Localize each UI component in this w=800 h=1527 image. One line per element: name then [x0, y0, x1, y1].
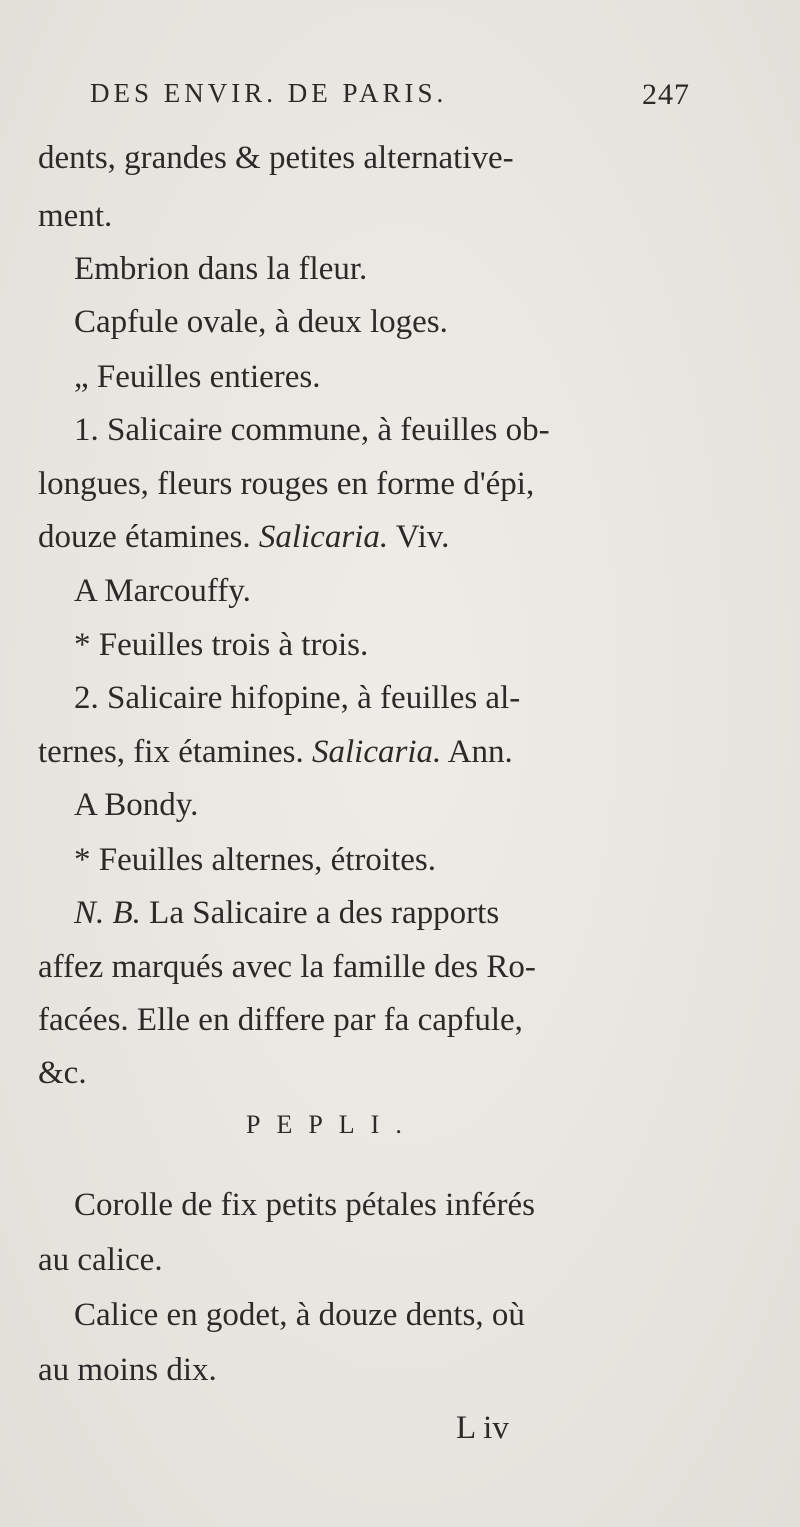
text-line: 1. Salicaire commune, à feuilles ob- [74, 412, 550, 448]
text-line: * Feuilles trois à trois. [74, 627, 369, 663]
text-line: Embrion dans la fleur. [74, 251, 368, 287]
running-header [90, 78, 690, 118]
text-line: facées. Elle en differe par fa capfule, [38, 1002, 523, 1038]
text-line [38, 517, 449, 557]
signature-mark: L iv [456, 1410, 509, 1446]
text-line: longues, fleurs rouges en forme d'épi, [38, 466, 535, 502]
nota-bene: N. B. [74, 895, 141, 931]
text-line: * Feuilles alternes, étroites. [74, 842, 436, 878]
text-line: dents, grandes & petites alternative- [38, 140, 514, 176]
text-line: affez marqués avec la famille des Ro- [38, 949, 536, 985]
text-line: 2. Salicaire hifopine, à feuilles al- [74, 680, 521, 716]
text-line: au calice. [38, 1242, 163, 1278]
page-number: 247 [642, 78, 690, 111]
text-line: au moins dix. [38, 1352, 217, 1388]
text-line: &c. [38, 1055, 87, 1091]
section-heading: PEPLI. [246, 1110, 418, 1139]
genus-name: Salicaria. [258, 519, 389, 555]
text-line: A Bondy. [74, 787, 199, 823]
text-line: Calice en godet, à douze dents, où [74, 1297, 525, 1333]
text-line: ment. [38, 198, 113, 234]
text-line [74, 893, 499, 933]
text-run: douze étamines. [38, 519, 251, 555]
text-run: ternes, fix étamines. [38, 734, 304, 770]
text-line: Corolle de fix petits pétales inférés [74, 1187, 535, 1223]
duration-abbrev: Ann. [447, 734, 513, 770]
text-line: „ Feuilles entieres. [74, 359, 321, 395]
text-run: La Salicaire a des rapports [149, 895, 500, 931]
text-line: A Marcouffy. [74, 573, 251, 609]
duration-abbrev: Viv. [395, 519, 450, 555]
text-line: Capfule ovale, à deux loges. [74, 304, 448, 340]
running-title: DES ENVIR. DE PARIS. [90, 78, 448, 108]
text-line [38, 732, 513, 772]
genus-name: Salicaria. [312, 734, 442, 770]
